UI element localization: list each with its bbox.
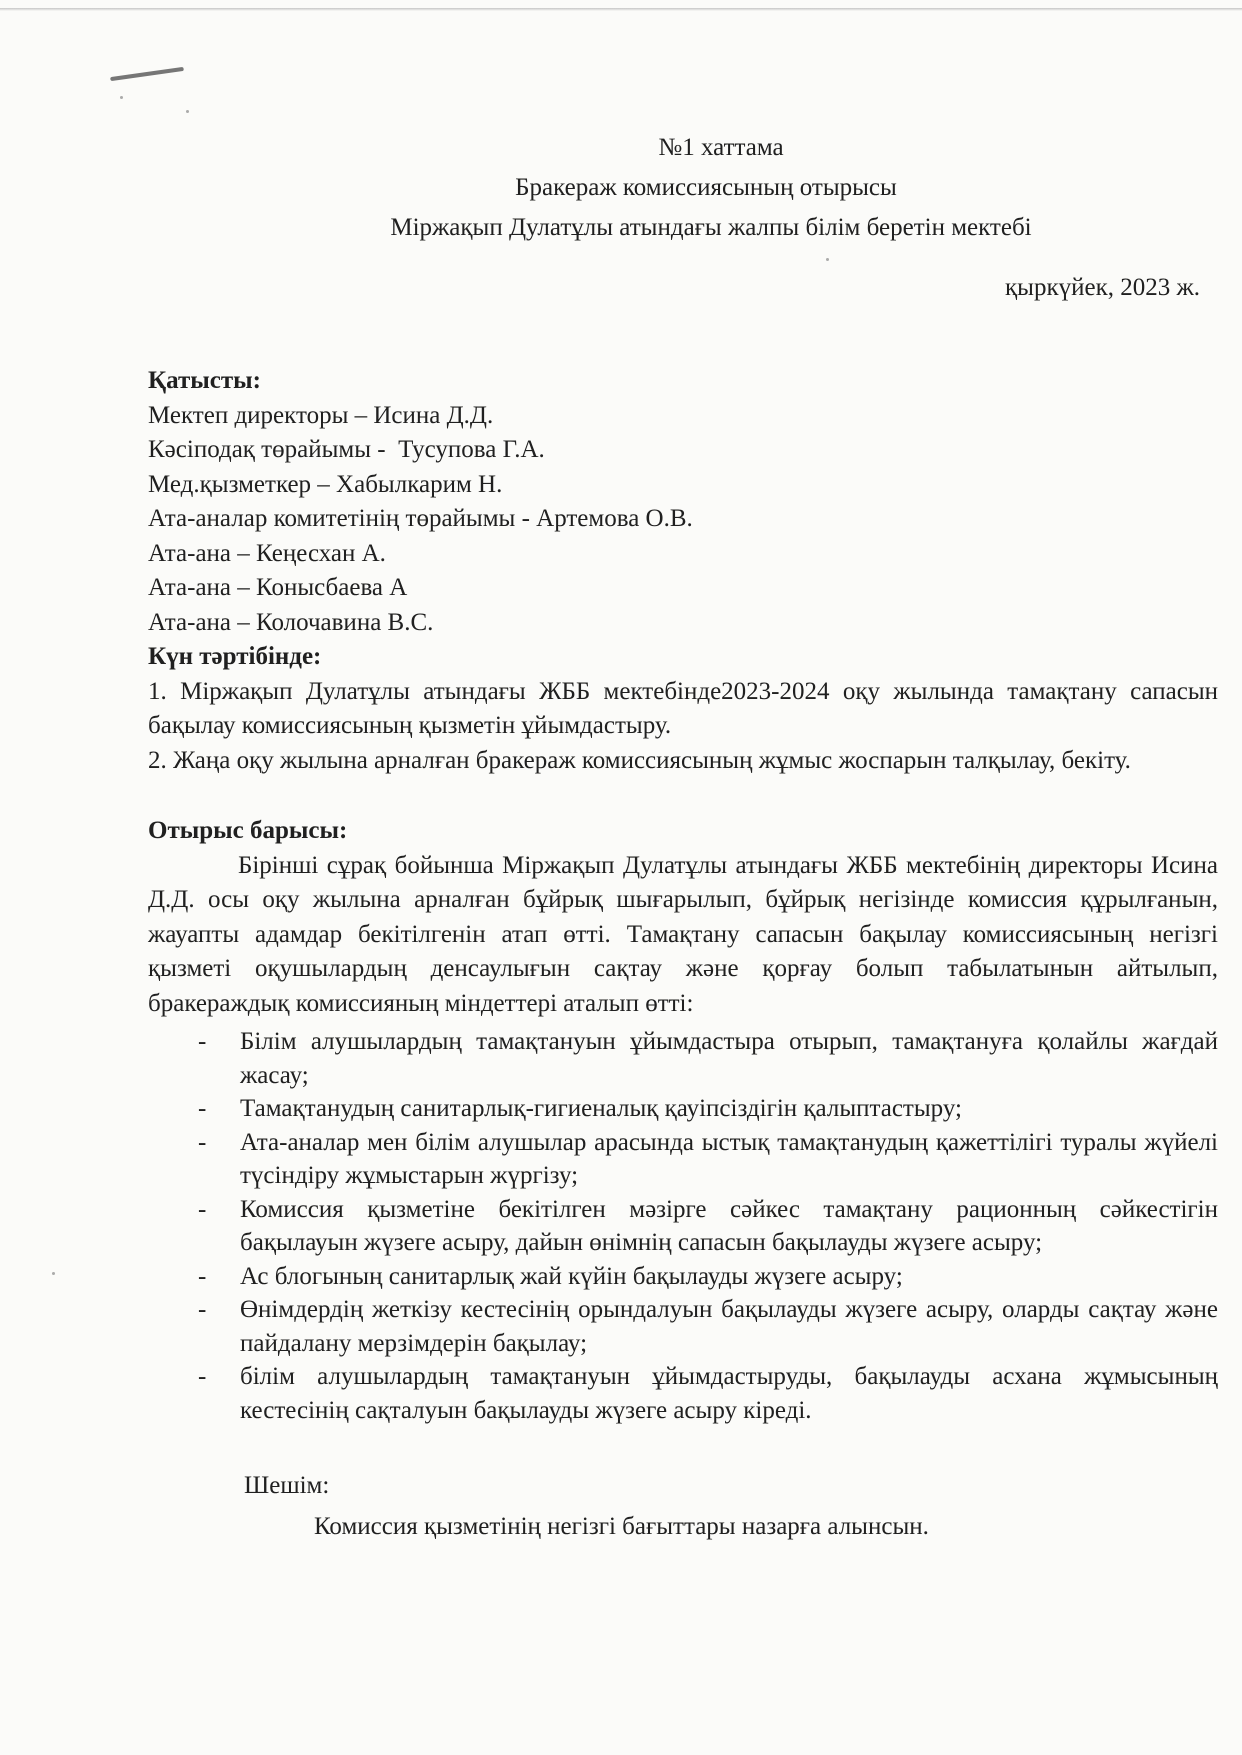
task-item: - Тамақтанудың санитарлық-гигиеналық қауіпсіздігін қалыптастыру; — [198, 1092, 1218, 1126]
progress-section — [148, 849, 1218, 1428]
attendee-item: Кәсіподақ төрайымы - Тусупова Г.А. — [148, 436, 545, 463]
attendee-item: Мектеп директоры – Исина Д.Д. — [148, 401, 494, 429]
attendees-list — [148, 399, 1218, 641]
protocol-number: №1 хаттама — [658, 134, 784, 161]
scan-artifact-dot — [826, 258, 829, 261]
agenda-title: Күн тәртібінде: — [148, 643, 322, 670]
school-name: Міржақып Дулатұлы атындағы жалпы білім беретін мектебі — [390, 214, 1032, 241]
scan-top-edge — [0, 8, 1242, 11]
document-date: қыркүйек, 2023 ж. — [1005, 274, 1200, 301]
agenda-list — [148, 675, 1218, 779]
task-item: - Ата-аналар мен білім алушылар арасында ыстық тамақтанудың қажеттілігі туралы жүйелі түсіндіру жұмыстарын жүргізу; — [198, 1126, 1218, 1193]
task-item: - білім алушылардың тамақтануын ұйымдастыруды, бақылауды асхана жұмысының кестесінің сақталуын бақылауды жүзеге асыру кіреді. — [198, 1360, 1218, 1427]
task-item: - Комиссия қызметіне бекітілген мәзірге сәйкес тамақтану рационның сәйкестігін бақылауын жүзеге асыру, дайын өнімнің сапасын бақылауды жүзеге асыру; — [198, 1193, 1218, 1260]
progress-paragraph: Бірінші сұрақ бойынша Міржақып Дулатұлы атындағы ЖББ мектебінің директоры Исина Д.Д. осы оқу жылына арналған бұйрық шығарылып, бұйрық негізінде комиссия құрылғанын, жауапты адамдар бекітілгенін атап өтті. Тамақтану сапасын бақылау комиссиясының негізгі қызметі оқушылардың денсаулығын сақтау және қорғау болып табылатынын айтылып, бракераждық комиссияның міндеттері аталып өтті: — [148, 851, 1218, 1017]
scan-artifact-dot — [120, 96, 123, 99]
decision-text: Комиссия қызметінің негізгі бағыттары назарға алынсын. — [314, 1512, 929, 1540]
attendee-item: Ата-ана – Колочавина В.С. — [148, 608, 434, 636]
document-header — [0, 128, 1242, 248]
progress-title: Отырыс барысы: — [148, 817, 348, 844]
task-item: - Өнімдердің жеткізу кестесінің орындалуын бақылауды жүзеге асыру, оларды сақтау және пайдалану мерзімдерін бақылау; — [198, 1293, 1218, 1360]
attendee-item: Мед.қызметкер – Хабылкарим Н. — [148, 470, 503, 498]
attendee-item: Ата-ана – Кеңесхан А. — [148, 539, 386, 567]
agenda-item: 2. Жаңа оқу жылына арналған бракераж комиссиясының жұмыс жоспарын талқылау, бекіту. — [148, 746, 1131, 774]
task-item: - Ас блогының санитарлық жай күйін бақылауды жүзеге асыру; — [198, 1260, 1218, 1294]
task-item: - Білім алушылардың тамақтануын ұйымдастыра отырып, тамақтануға қолайлы жағдай жасау; — [198, 1025, 1218, 1092]
attendee-item: Ата-аналар комитетінің төрайымы - Артемова О.В. — [148, 505, 693, 532]
decision-label: Шешім: — [244, 1472, 330, 1499]
attendee-item: Ата-ана – Конысбаева А — [148, 574, 408, 601]
scan-artifact-dot — [186, 110, 189, 113]
decision-section — [148, 1469, 1218, 1544]
attendees-title: Қатысты: — [148, 367, 262, 394]
meeting-title: Бракераж комиссиясының отырысы — [515, 174, 897, 201]
agenda-item: 1. Міржақып Дулатұлы атындағы ЖББ мектебінде2023-2024 оқу жылында тамақтану сапасын бақылау комиссиясының қызметін ұйымдастыру. — [148, 677, 1218, 739]
scan-artifact-dot — [52, 1272, 55, 1275]
document-body — [148, 364, 1218, 1544]
scan-artifact-mark — [110, 67, 184, 81]
tasks-list — [148, 1025, 1218, 1427]
